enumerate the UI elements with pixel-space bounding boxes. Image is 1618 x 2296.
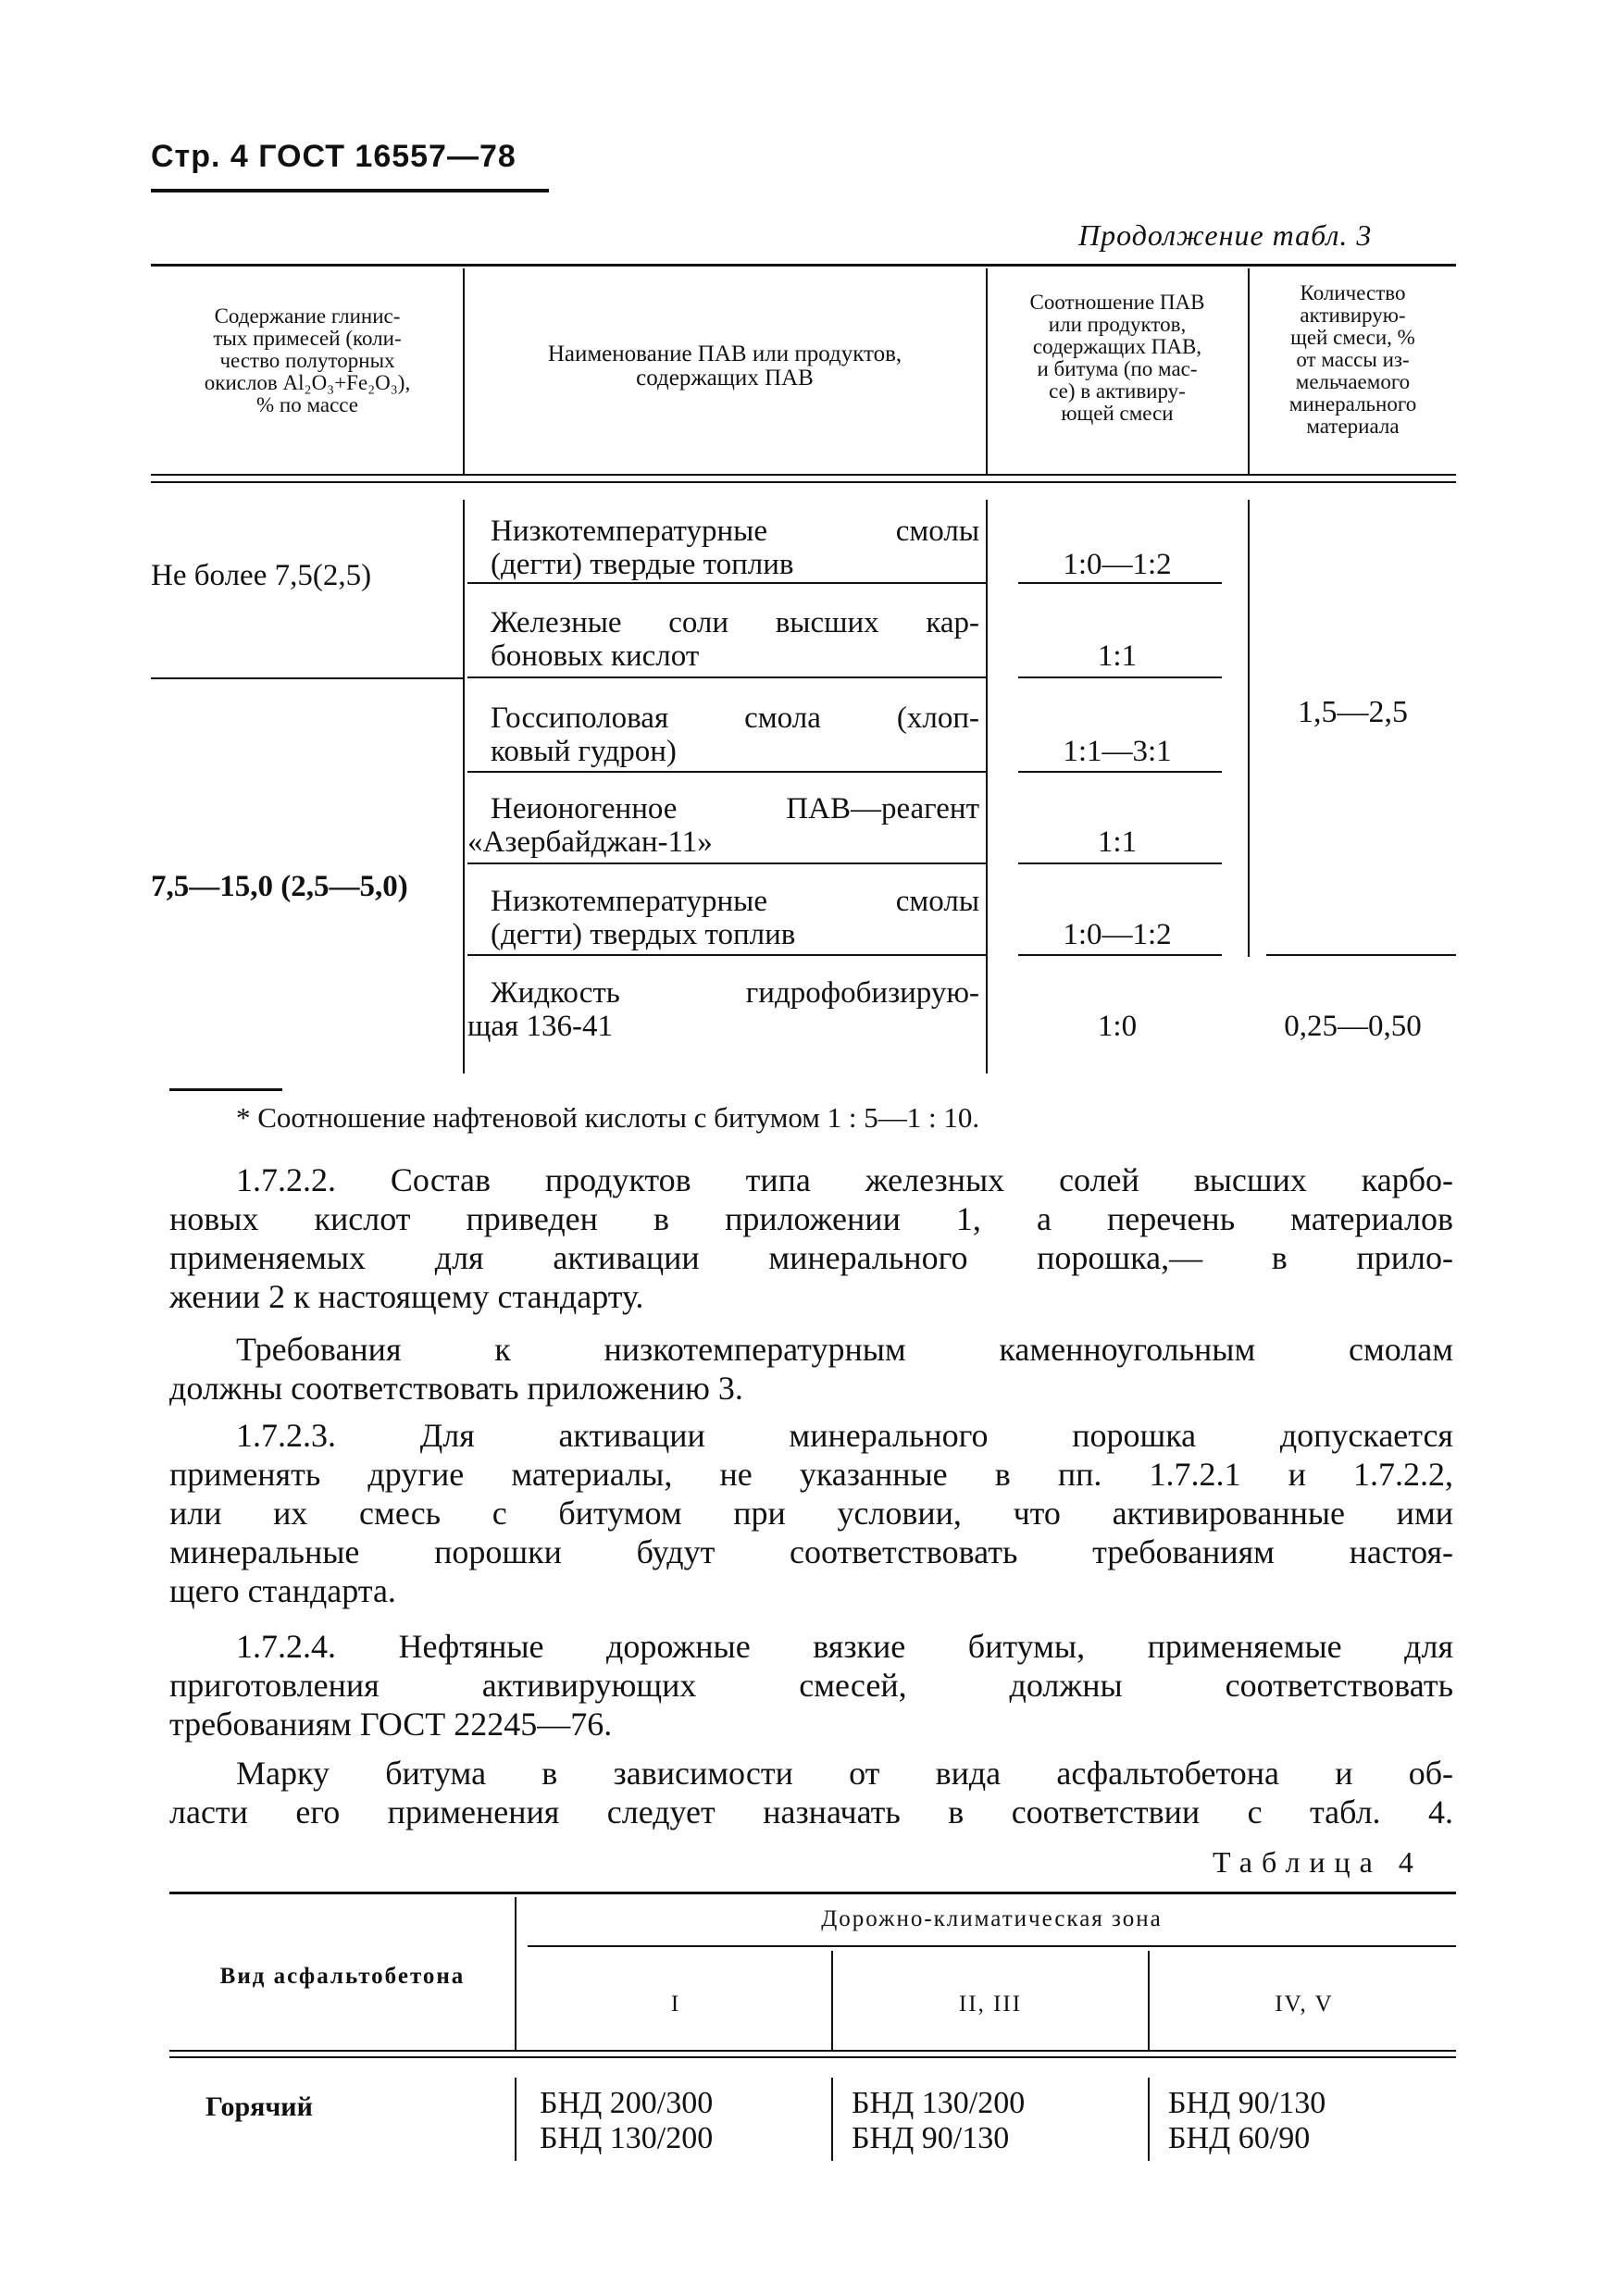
table3-ratio-rule bbox=[1018, 582, 1222, 584]
table3-body-divider bbox=[986, 500, 988, 1074]
table4-group-rule bbox=[528, 1945, 1456, 1947]
table3-header-col3: Соотношение ПАВ или продуктов, содержащих ПАВ, и битума (по мас- се) в активиру- ющей смеси bbox=[1029, 291, 1205, 425]
table3-row-name: ковый гудрон) bbox=[491, 735, 677, 768]
paragraph-line: Требования к низкотемпературным каменноугольным смолам bbox=[236, 1331, 1453, 1368]
paragraph-line: приготовления активирующих смесей, должны соответствовать bbox=[169, 1667, 1453, 1704]
table4-group-header: Дорожно-климатическая зона bbox=[821, 1906, 1163, 1931]
paragraph-line: должны соответствовать приложению 3. bbox=[169, 1370, 743, 1407]
table3-header-rule-1 bbox=[151, 474, 1456, 476]
table3-row-name: Жидкость гидрофобизирую- bbox=[491, 976, 979, 1010]
paragraph-line: 1.7.2.3. Для активации минерального порошка допускается bbox=[236, 1417, 1453, 1454]
table3-row-name: «Азербайджан-11» bbox=[467, 825, 713, 859]
table4-header-rule-2 bbox=[169, 2056, 1456, 2058]
table3-row-ratio: 1:1 bbox=[1097, 639, 1138, 673]
table3-ratio-rule bbox=[1018, 863, 1222, 864]
table3-row-rule bbox=[467, 771, 986, 773]
table3-row-ratio: 1:0—1:2 bbox=[1063, 548, 1172, 581]
table3-row-rule bbox=[467, 582, 986, 584]
table4-top-rule bbox=[169, 1892, 1456, 1894]
page-header: Стр. 4 ГОСТ 16557—78 bbox=[151, 139, 517, 174]
table4-zone-header: IV, V bbox=[1275, 1992, 1334, 2017]
paragraph-line: 1.7.2.2. Состав продуктов типа железных солей высших карбо- bbox=[236, 1161, 1453, 1198]
table3-row-name: Низкотемпературные смолы bbox=[491, 515, 979, 548]
table3-header-col1: Содержание глинис- тых примесей (коли- чество полуторных окислов Al₂O₃+Fe₂O₃), % по массе bbox=[204, 304, 411, 416]
paragraph-line: или их смесь с битумом при условии, что активированные ими bbox=[169, 1495, 1453, 1532]
paragraph-line: 1.7.2.4. Нефтяные дорожные вязкие битумы, применяемые для bbox=[236, 1628, 1453, 1665]
table3-header-col4: Количество активирую- щей смеси, % от массы из- мельчаемого минерального материала bbox=[1288, 281, 1417, 438]
footnote: * Соотношение нафтеновой кислоты с битумом 1 : 5—1 : 10. bbox=[236, 1101, 980, 1134]
table3-header-col2: Наименование ПАВ или продуктов, содержащих ПАВ bbox=[547, 341, 902, 391]
table4-caption: Таблица 4 bbox=[1213, 1845, 1423, 1879]
table4-row-type: Горячий bbox=[205, 2091, 313, 2122]
table3-header-rule-2 bbox=[151, 481, 1456, 483]
table3-header-divider bbox=[986, 268, 988, 474]
table4-header-divider bbox=[1148, 1951, 1150, 2050]
table3-row-name: Неионогенное ПАВ—реагент bbox=[491, 792, 979, 825]
table4-zone-header: I bbox=[670, 1992, 681, 2017]
table3-group-label: Не более 7,5(2,5) bbox=[151, 559, 372, 592]
table3-ratio-rule bbox=[1018, 676, 1222, 678]
table3-body-divider bbox=[463, 500, 465, 1074]
table3-top-rule bbox=[151, 264, 1456, 267]
table4-zone-header: II, III bbox=[958, 1992, 1023, 2017]
table3-row-ratio: 1:0 bbox=[1097, 1010, 1138, 1043]
table3-row-name: щая 136-41 bbox=[467, 1010, 613, 1043]
table3-group-rule bbox=[151, 677, 463, 679]
paragraph-line: применять другие материалы, не указанные в пп. 1.7.2.1 и 1.7.2.2, bbox=[169, 1456, 1453, 1493]
table3-row-ratio: 1:0—1:2 bbox=[1063, 918, 1172, 951]
paragraph-line: щего стандарта. bbox=[169, 1572, 396, 1609]
table3-row-name: (дегти) твердые топлив bbox=[491, 548, 794, 581]
paragraph-line: требованиям ГОСТ 22245—76. bbox=[169, 1706, 613, 1743]
table4-cell: БНД 130/200 БНД 90/130 bbox=[852, 2086, 1026, 2155]
header-rule bbox=[151, 189, 549, 192]
table3-ratio-rule bbox=[1018, 954, 1222, 956]
table4-body-divider bbox=[1148, 2078, 1150, 2161]
table4-cell: БНД 200/300 БНД 130/200 bbox=[540, 2086, 714, 2155]
paragraph-line: жении 2 к настоящему стандарту. bbox=[169, 1278, 644, 1315]
table3-row-rule bbox=[467, 954, 986, 956]
table4-cell: БНД 90/130 БНД 60/90 bbox=[1168, 2086, 1326, 2155]
table4-body-divider bbox=[515, 2078, 517, 2161]
table4-header-divider bbox=[831, 1951, 833, 2050]
table3-row-rule bbox=[467, 863, 986, 864]
table4-header-divider bbox=[515, 1897, 517, 2050]
table3-row-name: Госсиполовая смола (хлоп- bbox=[491, 701, 979, 735]
paragraph-line: Марку битума в зависимости от вида асфальтобетона и об- bbox=[236, 1755, 1453, 1792]
paragraph-line: минеральные порошки будут соответствовать требованиям настоя- bbox=[169, 1533, 1453, 1570]
table4-body-divider bbox=[831, 2078, 833, 2161]
table3-header-divider bbox=[463, 268, 465, 474]
paragraph-line: применяемых для активации минерального порошка,— в прило- bbox=[169, 1239, 1453, 1276]
footnote-rule bbox=[169, 1088, 282, 1091]
table3-amount-rule bbox=[1266, 954, 1456, 956]
table3-ratio-rule bbox=[1018, 771, 1222, 773]
table3-group-label: 7,5—15,0 (2,5—5,0) bbox=[151, 870, 408, 903]
paragraph-line: новых кислот приведен в приложении 1, а перечень материалов bbox=[169, 1200, 1453, 1237]
table3-row-name: Железные соли высших кар- bbox=[491, 606, 979, 639]
table3-amount: 1,5—2,5 bbox=[1298, 695, 1408, 729]
table-continuation-label: Продолжение табл. 3 bbox=[1078, 218, 1373, 252]
table3-row-rule bbox=[467, 676, 986, 678]
table3-row-name: Низкотемпературные смолы bbox=[491, 885, 979, 918]
table3-row-name: (дегти) твердых топлив bbox=[491, 918, 796, 951]
paragraph-line: ласти его применения следует назначать в соответствии с табл. 4. bbox=[169, 1793, 1453, 1831]
table4-header-rule-1 bbox=[169, 2050, 1456, 2052]
table4-header-col1: Вид асфальтобетона bbox=[219, 1964, 466, 1989]
table3-row-ratio: 1:1—3:1 bbox=[1063, 735, 1172, 768]
table3-amount: 0,25—0,50 bbox=[1284, 1010, 1422, 1043]
table3-row-ratio: 1:1 bbox=[1097, 825, 1138, 859]
table3-row-name: боновых кислот bbox=[491, 639, 700, 673]
